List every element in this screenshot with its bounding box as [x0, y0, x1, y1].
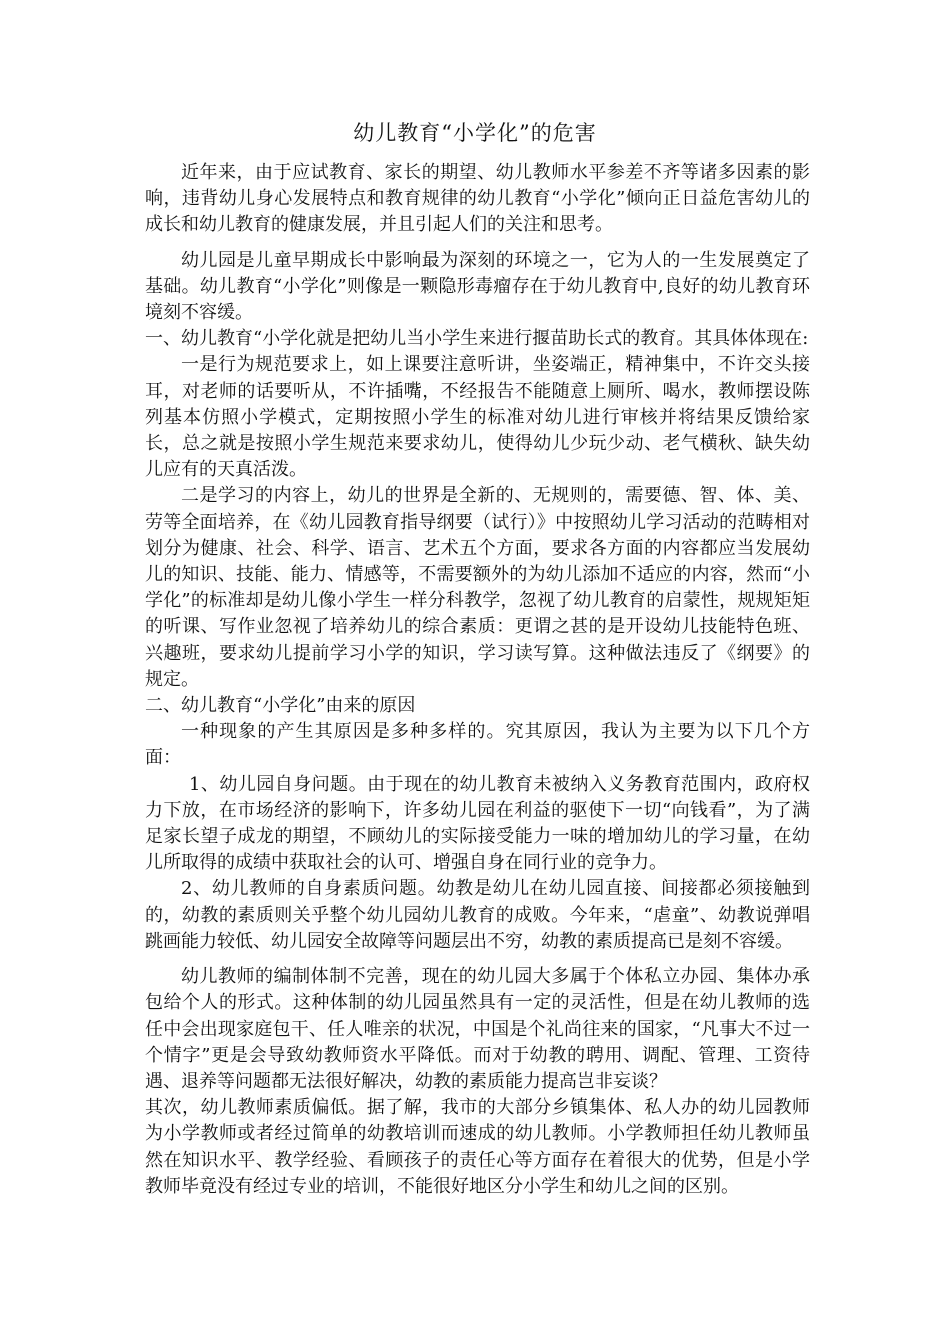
paragraph-kindergarten-environment: 幼儿园是儿童早期成长中影响最为深刻的环境之一，它为人的一生发展奠定了基础。幼儿教育“小学化”则像是一颗隐形毒瘤存在于幼儿教育中,良好的幼儿教育环境刻不容缓。	[145, 249, 810, 324]
document-body	[145, 160, 810, 1200]
paragraph-intro: 近年来，由于应试教育、家长的期望、幼儿教师水平参差不齐等诸多因素的影响，违背幼儿身心发展特点和教育规律的幼儿教育“小学化”倾向正日益危害幼儿的成长和幼儿教育的健康发展，并且引起人们的关注和思考。	[145, 162, 810, 236]
paragraph-causes-intro: 一种现象的产生其原因是多种多样的。究其原因，我认为主要为以下几个方面：	[145, 721, 810, 769]
paragraph-cause-1: 1、幼儿园自身问题。由于现在的幼儿教育未被纳入义务教育范围内，政府权力下放，在市场经济的影响下，许多幼儿园在利益的驱使下一切“向钱看”，为了满足家长望子成龙的期望，不顾幼儿的实际接受能力一味的增加幼儿的学习量，在幼儿所取得的成绩中获取社会的认可、增强自身在同行业的竞争力。	[145, 773, 810, 874]
paragraph-teacher-quality: 其次，幼儿教师素质偏低。据了解，我市的大部分乡镇集体、私人办的幼儿园教师为小学教师或者经过简单的幼教培训而速成的幼儿教师。小学教师担任幼儿教师虽然在知识水平、教学经验、看顾孩子的责任心等方面存在着很大的优势，但是小学教师毕竟没有经过专业的培训，不能很好地区分小学生和幼儿之间的区别。	[145, 1097, 810, 1197]
document-title: 幼儿教育“小学化”的危害	[353, 121, 597, 145]
paragraph-staffing-system: 幼儿教师的编制体制不完善，现在的幼儿园大多属于个体私立办园、集体办承包给个人的形式。这种体制的幼儿园虽然具有一定的灵活性，但是在幼儿教师的选任中会出现家庭包干、任人唯亲的状况，中国是个礼尚往来的国家，“凡事大不过一个情字”更是会导致幼教师资水平降低。而对于幼教的聘用、调配、管理、工资待遇、退养等问题都无法很好解决，幼教的素质能力提高岂非妄谈？	[145, 966, 810, 1092]
section-heading-2: 二、幼儿教育“小学化”由来的原因	[145, 695, 416, 717]
section-heading-1: 一、幼儿教育“小学化就是把幼儿当小学生来进行揠苗助长式的教育。其具体体现在:	[145, 328, 809, 350]
paragraph-behavior-norms: 一是行为规范要求上，如上课要注意听讲，坐姿端正，精神集中，不许交头接耳，对老师的话要听从，不许插嘴，不经报告不能随意上厕所、喝水，教师摆设陈列基本仿照小学模式，定期按照小学生的标准对幼儿进行审核并将结果反馈给家长，总之就是按照小学生规范来要求幼儿，使得幼儿少玩少动、老气横秋、缺失幼儿应有的天真活泼。	[145, 354, 810, 481]
paragraph-learning-content: 二是学习的内容上，幼儿的世界是全新的、无规则的，需要德、智、体、美、劳等全面培养，在《幼儿园教育指导纲要（试行）》中按照幼儿学习活动的范畴相对划分为健康、社会、科学、语言、艺术五个方面，要求各方面的内容都应当发展幼儿的知识、技能、能力、情感等，不需要额外的为幼儿添加不适应的内容，然而“小学化”的标准却是幼儿像小学生一样分科教学，忽视了幼儿教育的启蒙性，规规矩矩的听课、写作业忽视了培养幼儿的综合素质：更谓之甚的是开设幼儿技能特色班、兴趣班，要求幼儿提前学习小学的知识，学习读写算。这种做法违反了《纲要》的规定。	[145, 485, 810, 690]
paragraph-cause-2: 2、幼儿教师的自身素质问题。幼教是幼儿在幼儿园直接、间接都必须接触到的，幼教的素质则关乎整个幼儿园幼儿教育的成败。今年来，“虐童”、幼教说弹唱跳画能力较低、幼儿园安全故障等问题层出不穷，幼教的素质提高已是刻不容缓。	[145, 878, 810, 952]
